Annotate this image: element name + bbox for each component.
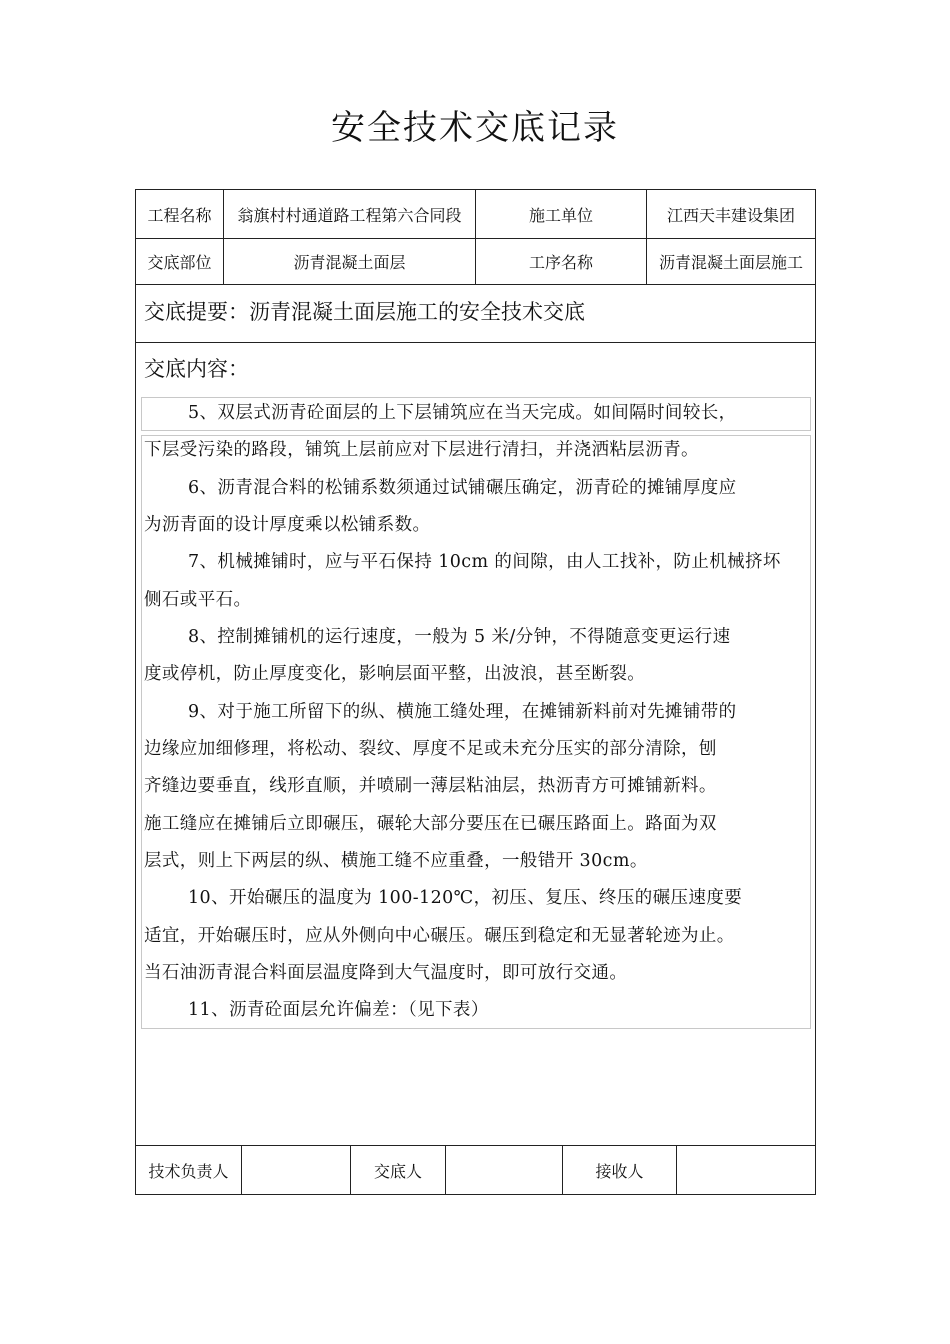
- content-label: 交底内容：: [144, 357, 249, 381]
- content-line: 当石油沥青混合料面层温度降到大气温度时，即可放行交通。: [144, 963, 628, 983]
- content-line: 6、沥青混合料的松铺系数须通过试铺碾压确定，沥青砼的摊铺厚度应: [188, 478, 737, 498]
- content-line: 5、双层式沥青砼面层的上下层铺筑应在当天完成。如间隔时间较长，: [188, 403, 737, 423]
- content-line: 侧石或平石。: [144, 590, 252, 610]
- content-line: 10、开始碾压的温度为 100-120℃，初压、复压、终压的碾压速度要: [188, 888, 743, 908]
- content-line: 度或停机，防止厚度变化，影响层面平整，出波浪，甚至断裂。: [144, 664, 646, 684]
- content-line: 11、沥青砼面层允许偏差：（见下表）: [188, 1000, 489, 1020]
- content-line: 8、控制摊铺机的运行速度，一般为 5 米/分钟，不得随意变更运行速: [188, 627, 731, 647]
- process-name-value: 沥青混凝土面层施工: [658, 253, 803, 272]
- process-name-label: 工序名称: [528, 253, 593, 272]
- content-line: 边缘应加细修理，将松动、裂纹、厚度不足或未充分压实的部分清除，刨: [144, 739, 717, 759]
- discloser-field[interactable]: [446, 1146, 562, 1195]
- tech-lead-label: 技术负责人: [148, 1162, 229, 1181]
- content-line: 为沥青面的设计厚度乘以松铺系数。: [144, 515, 431, 535]
- project-name-value: 翁旗村村通道路工程第六合同段: [237, 205, 462, 225]
- content-line: 9、对于施工所留下的纵、横施工缝处理，在摊铺新料前对先摊铺带的: [188, 702, 737, 722]
- page-title: 安全技术交底记录: [331, 108, 619, 148]
- project-name-label: 工程名称: [147, 205, 212, 225]
- construction-unit-label: 施工单位: [528, 205, 593, 225]
- tech-lead-field[interactable]: [242, 1146, 350, 1195]
- content-line: 适宜，开始碾压时，应从外侧向中心碾压。碾压到稳定和无显著轮迹为止。: [144, 926, 735, 946]
- discloser-label: 交底人: [373, 1162, 422, 1181]
- construction-unit-value: 江西天丰建设集团: [666, 205, 795, 225]
- receiver-field[interactable]: [677, 1146, 815, 1195]
- row-divider: [135, 284, 816, 285]
- disclosure-summary: 交底提要：沥青混凝土面层施工的安全技术交底: [144, 300, 585, 324]
- content-line: 7、机械摊铺时，应与平石保持 10cm 的间隙，由人工找补，防止机械挤坏: [188, 552, 781, 572]
- receiver-label: 接收人: [595, 1162, 644, 1181]
- disclosure-part-label: 交底部位: [147, 253, 212, 272]
- content-line: 层式，则上下两层的纵、横施工缝不应重叠，一般错开 30cm。: [144, 851, 648, 871]
- content-line: 施工缝应在摊铺后立即碾压，碾轮大部分要压在已碾压路面上。路面为双: [144, 814, 717, 834]
- content-line: 下层受污染的路段，铺筑上层前应对下层进行清扫，并浇洒粘层沥青。: [144, 440, 699, 460]
- row-divider: [135, 342, 816, 343]
- content-line: 齐缝边要垂直，线形直顺，并喷刷一薄层粘油层，热沥青方可摊铺新料。: [144, 776, 717, 796]
- disclosure-part-value: 沥青混凝土面层: [293, 253, 406, 272]
